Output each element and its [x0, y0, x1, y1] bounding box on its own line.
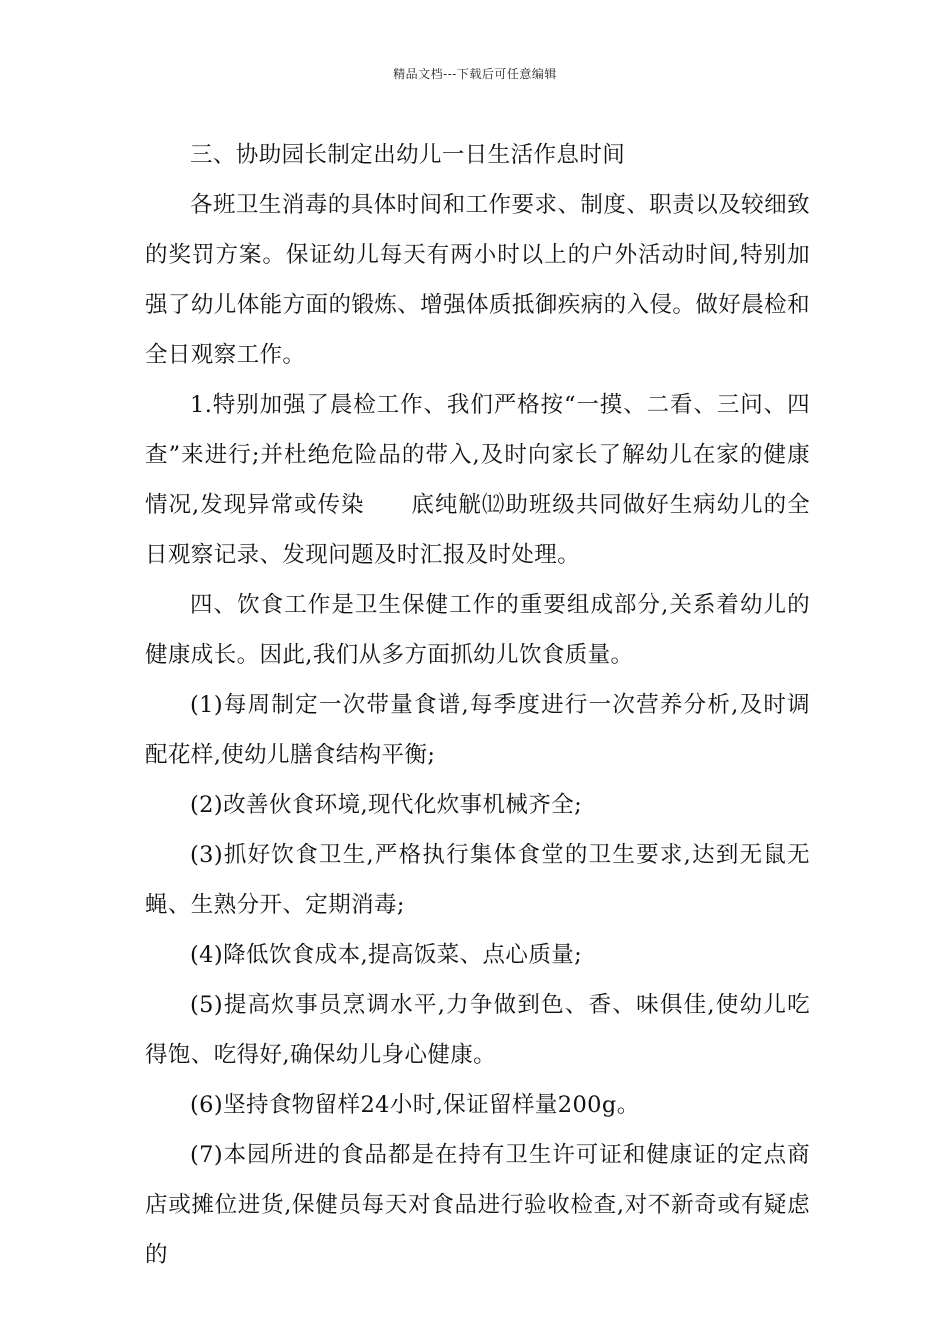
section-heading-4: 四、饮食工作是卫生保健工作的重要组成部分,关系着幼儿的健康成长。因此,我们从多方面抓幼儿饮食质量。 [145, 592, 810, 668]
page-header: 精品文档---下载后可任意编辑 [393, 67, 557, 81]
list-item-7: (7)本园所进的食品都是在持有卫生许可证和健康证的定点商店或摊位进货,保健员每天对食品进行验收检查,对不新奇或有疑虑的 [145, 1142, 810, 1268]
list-item-5: (5)提高炊事员烹调水平,力争做到色、香、味俱佳,使幼儿吃得饱、吃得好,确保幼儿身心健康。 [145, 992, 810, 1068]
list-item-3: (3)抓好饮食卫生,严格执行集体食堂的卫生要求,达到无鼠无蝇、生熟分开、定期消毒; [145, 842, 810, 918]
document-body [145, 130, 810, 1280]
list-item-2: (2)改善伙食环境,现代化炊事机械齐全; [190, 792, 583, 818]
section-heading-3: 三、协助园长制定出幼儿一日生活作息时间 [190, 142, 626, 168]
paragraph-disinfection: 各班卫生消毒的具体时间和工作要求、制度、职责以及较细致的奖罚方案。保证幼儿每天有两小时以上的户外活动时间,特别加强了幼儿体能方面的锻炼、增强体质抵御疾病的入侵。做好晨检和全日观察工作。 [145, 192, 810, 368]
list-item-6: (6)坚持食物留样24小时,保证留样量200g。 [190, 1092, 640, 1118]
list-item-4: (4)降低饮食成本,提高饭菜、点心质量; [190, 942, 583, 968]
paragraph-morning-check: 1.特别加强了晨检工作、我们严格按“一摸、二看、三问、四查”来进行;并杜绝危险品的带入,及时向家长了解幼儿在家的健康情况,发现异常或传染 底纯觥⑿助班级共同做好生病幼儿的全日观察记录、发现问题及时汇报及时处理。 [145, 392, 810, 568]
list-item-1: (1)每周制定一次带量食谱,每季度进行一次营养分析,及时调配花样,使幼儿膳食结构平衡; [145, 692, 810, 768]
